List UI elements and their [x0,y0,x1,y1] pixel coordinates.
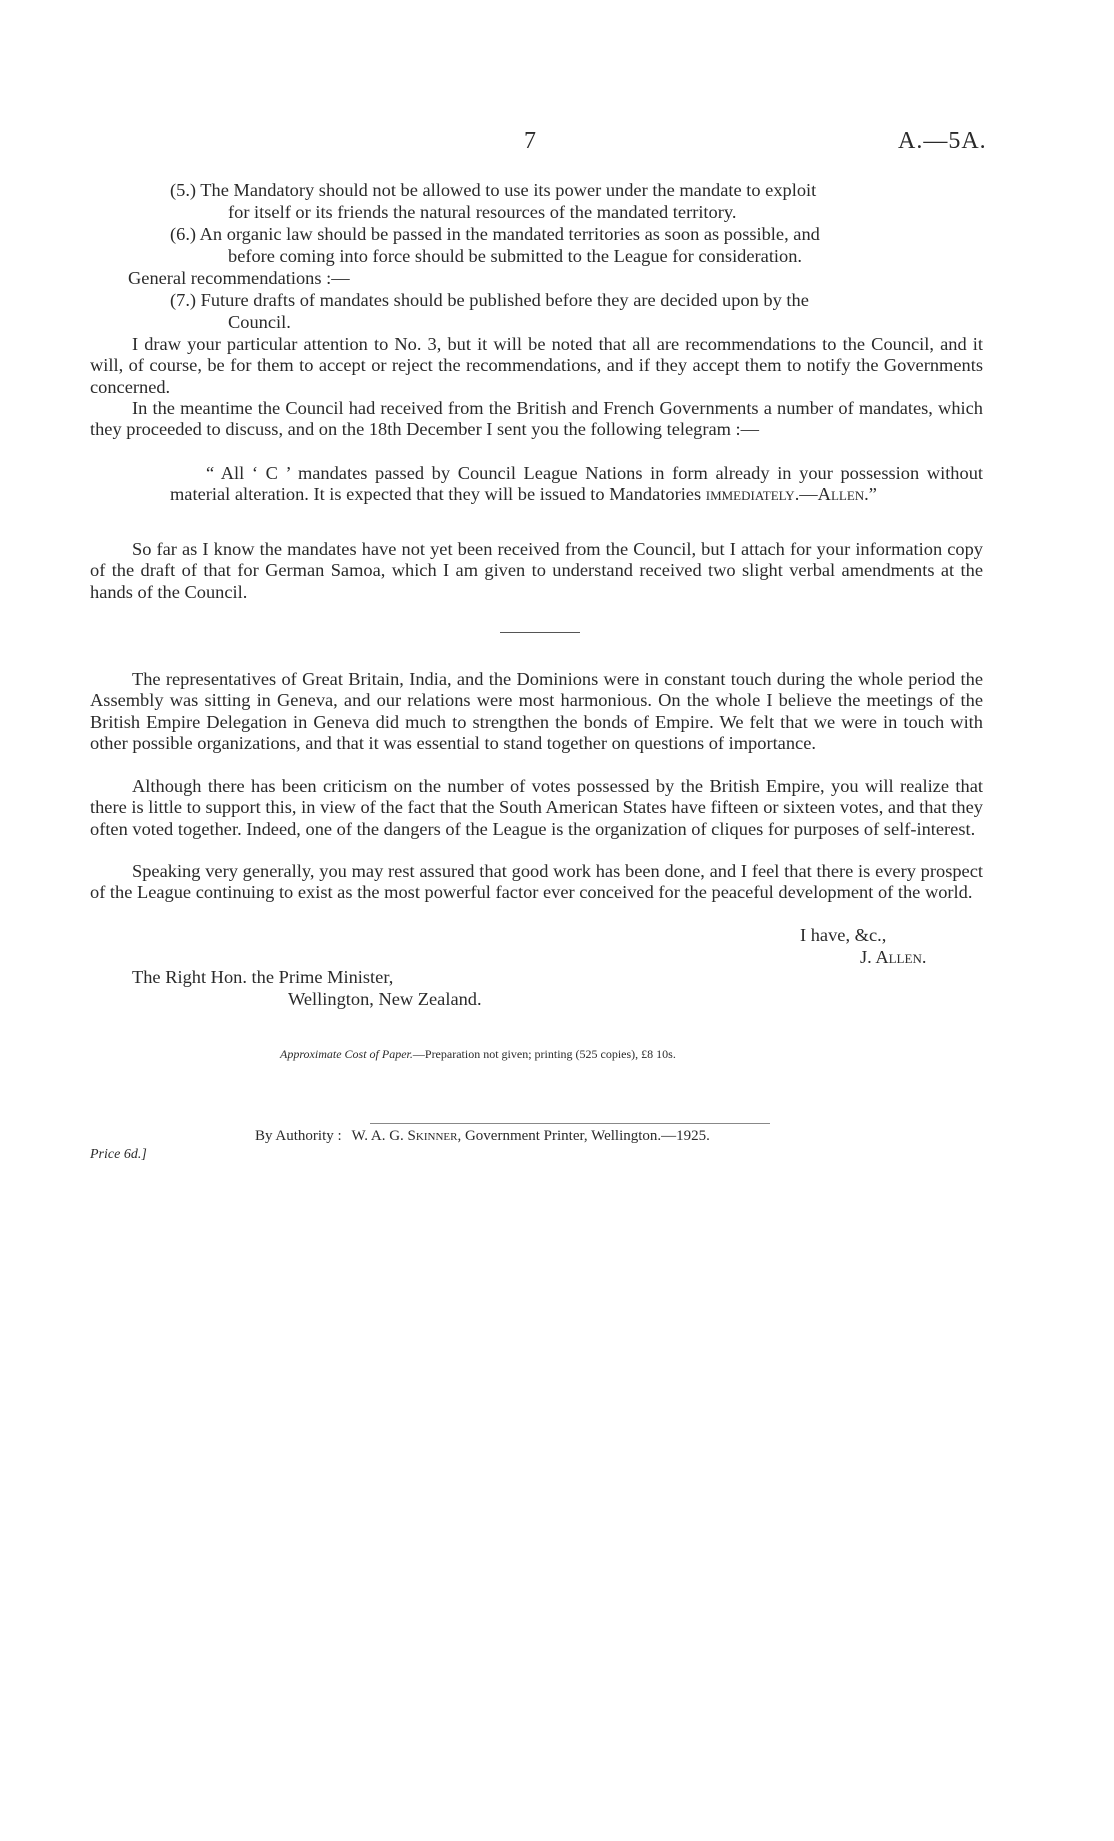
section-divider [500,632,580,633]
text-line: Council. [228,312,291,332]
recommendation-7-cont [228,312,628,333]
text-line: On the whole I believe the meetings of the British Empire Delegation in Geneva did much to [90,690,984,732]
text-line: the Council, and it will, of course, be for them to accept or reject the recommendations, and if they [90,334,983,376]
closing-salutation: I have, &c., [800,925,887,945]
footer-rule [370,1123,770,1124]
recommendation-6 [170,224,982,245]
text-line: accept them to notify the Governments concerned. [90,355,983,397]
text-line: In the meantime the Council had received from the British and French Governments a number [132,398,834,418]
text-line: Speaking very generally, you may rest assured that good work has been done, and I feel that [132,861,812,881]
price-note: Price 6d.] [90,1147,147,1162]
cost-label: Approximate Cost of Paper. [280,1047,413,1061]
document-reference: A.—5A. [898,128,987,154]
text-line: before coming into force should be submitted to the League for consideration. [228,246,803,266]
text-line: for itself or its friends the natural resources of the mandated territory. [228,202,737,222]
recommendation-5 [170,180,982,201]
paragraph-criticism [90,776,983,840]
text-line: The representatives of Great Britain, India, and the Dominions were in constant touch during [132,669,825,689]
text-line: the whole period the Assembly was sitting in Geneva, and our relations were most harmonious. [90,669,984,711]
text-line: have fifteen or sixteen votes, and that they often voted together. Indeed, one of the dangers of the [90,797,983,839]
text-line: strengthen the bonds of Empire. We felt that we were in touch with other possible organizations, [90,711,983,754]
signature: J. Allen. [860,947,927,967]
text-line: of mandates, which they proceeded to discuss, and on the 18th December I sent you the following [90,398,983,440]
printer-rest: , Government Printer, Wellington.—1925. [457,1128,710,1144]
recommendation-5-cont [228,202,988,223]
text-line: General recommendations :— [128,268,350,288]
text-line: for the peaceful development of the world. [658,882,973,903]
text-line: telegram :— [666,419,760,440]
approximate-cost [280,1047,840,1062]
text-line: immediately.—Allen.” [705,484,877,505]
paragraph-speaking [90,861,983,904]
text-line: (5.) The Mandatory should not be allowed to use its power under the mandate to exploit [170,180,817,200]
text-line: League is the organization of cliques for purposes of self-interest. [492,818,976,839]
paragraph-representatives [90,669,983,755]
paragraph-attention [90,334,983,398]
text-line: (7.) Future drafts of mandates should be published before they are decided upon by the [170,290,809,310]
text-line: will realize that there is little to support this, in view of the fact that the South American States [90,776,983,818]
text-line: I draw your particular attention to No. 3, but it will be noted that all are recommendations to [132,334,837,354]
recommendation-7 [170,290,982,311]
addressee-line2: Wellington, New Zealand. [288,989,482,1009]
recommendation-6-cont [228,246,988,267]
addressee-line1: The Right Hon. the Prime Minister, [132,967,394,987]
cost-text: —Preparation not given; printing (525 copies), £8 10s. [412,1047,676,1061]
text-line: without material alteration. It is expected that they will be issued to Mandatories [170,463,983,505]
authority-prefix: By Authority : [255,1128,342,1144]
text-line: “ All ‘ C ’ mandates passed by Council League Nations in form already in your possession [206,463,920,483]
text-line: received two slight verbal amendments at the hands of the Council. [90,560,983,602]
text-line: Although there has been criticism on the number of votes possessed by the British Empire, you [132,776,859,796]
page-number: 7 [524,128,536,154]
text-line: your information copy of the draft of that for German Samoa, which I am given to understand [90,539,983,581]
text-line: So far as I know the mandates have not yet been received from the Council, but I attach for [132,539,812,559]
printer-name: W. A. G. Skinner [351,1128,458,1144]
authority-line [255,1128,710,1145]
text-line: and that it was essential to stand together on questions of importance. [305,733,816,754]
paragraph-so-far [90,539,983,603]
telegram-quote [170,463,983,506]
text-line: there is every prospect of the League continuing to exist as the most powerful factor ever conceived [90,861,983,903]
paragraph-meantime [90,398,983,441]
text-line: (6.) An organic law should be passed in the mandated territories as soon as possible, and [170,224,820,244]
general-recommendations-heading [128,268,528,289]
